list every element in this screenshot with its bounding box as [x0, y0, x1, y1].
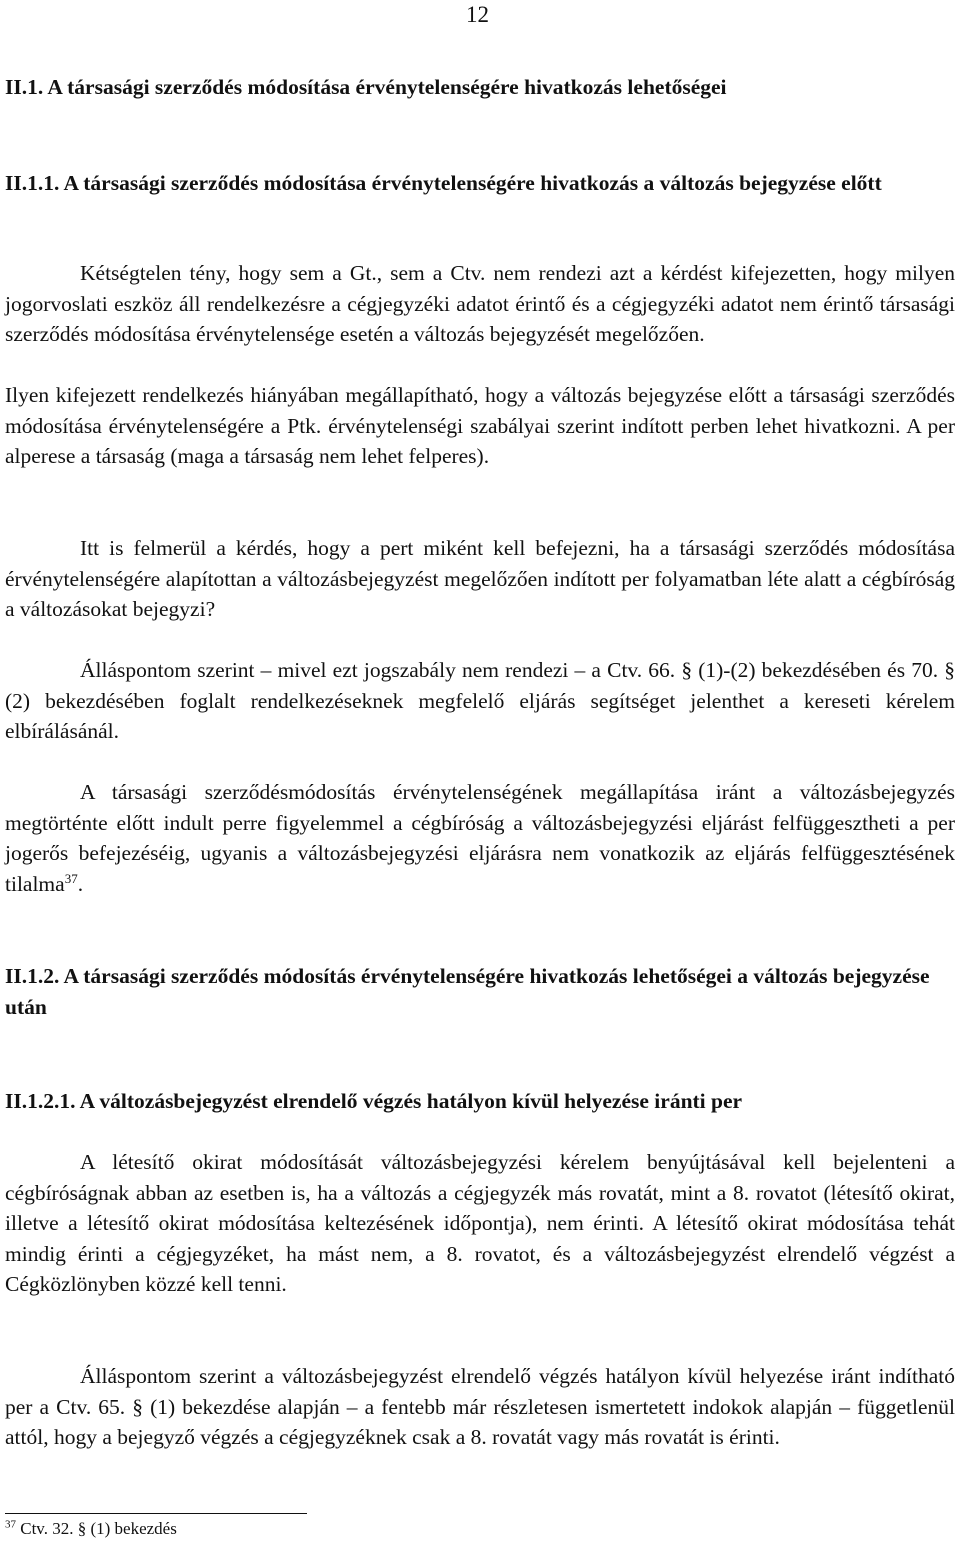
footnote: [5, 1518, 177, 1540]
paragraph-4: Álláspontom szerint – mivel ezt jogszabály nem rendezi – a Ctv. 66. § (1)-(2) bekezdésében és 70. § (2) bekezdésében foglalt rendelkezéseknek megfelelő eljárás segítséget jelenthet a kereseti kérelem elbírálásánál.: [5, 658, 955, 743]
paragraph-7: Álláspontom szerint a változásbejegyzést elrendelő végzés hatályon kívül helyezése iránt indítható per a Ctv. 65. § (1) bekezdése alapján – a fentebb már részletesen ismertetett indokok alapján – függetlenül attól, hogy a bejegyző végzés a cégjegyzéknek csak a 8. rovatát vagy más rovatát is érinti.: [5, 1364, 955, 1449]
footnote-separator: [5, 1513, 307, 1514]
paragraph-3: Itt is felmerül a kérdés, hogy a pert miként kell befejezni, ha a társasági szerződés módosítása érvénytelenségére alapítottan a változásbejegyzést megelőzően indított per folyamatban léte alatt a cégbíróság a változásokat bejegyzi?: [5, 536, 955, 621]
heading-section-ii-1-2: II.1.2. A társasági szerződés módosítás érvénytelenségére hivatkozás lehetőségei a változás bejegyzése után: [5, 964, 930, 1019]
paragraph-5: [5, 777, 955, 899]
heading-section-ii-1-1: II.1.1. A társasági szerződés módosítása érvénytelenségére hivatkozás a változás bejegyzése előtt: [5, 171, 882, 195]
paragraph-6: A létesítő okirat módosítását változásbejegyzési kérelem benyújtásával kell bejelenteni a cégbíróságnak abban az esetben is, ha a változás a cégjegyzék más rovatát, mint a 8. rovatot (létesítő okirat, illetve a létesítő okirat módosítása keltezésének időpontja), nem érinti. A létesítő okirat módosítása tehát mindig érinti a cégjegyzéket, ha mást nem, a 8. rovatot, és a változásbejegyzést elrendelő végzést a Cégközlönyben közzé kell tenni.: [5, 1150, 955, 1296]
footnote-text: Ctv. 32. § (1) bekezdés: [16, 1519, 177, 1538]
heading-section-ii-1: II.1. A társasági szerződés módosítása érvénytelenségére hivatkozás lehetőségei: [5, 75, 727, 99]
paragraph-5-text: A társasági szerződésmódosítás érvénytelenségének megállapítása iránt a változásbejegyzés megtörténte előtt indult perre figyelemmel a cégbíróság a változásbejegyzési eljárást felfüggesztheti a per jogerős befejezéséig, ugyanis a változásbejegyzési eljárásra nem vonatkozik az eljárás felfüggesztésének tilalma: [5, 780, 955, 896]
page-number: 12: [466, 2, 489, 27]
paragraph-2: Ilyen kifejezett rendelkezés hiányában megállapítható, hogy a változás bejegyzése előtt a társasági szerződés módosítása érvénytelenségére a Ptk. érvénytelenségi szabályai szerint indított perben lehet hivatkozni. A per alperese a társaság (maga a társaság nem lehet felperes).: [5, 383, 955, 468]
paragraph-1: Kétségtelen tény, hogy sem a Gt., sem a Ctv. nem rendezi azt a kérdést kifejezetten, hogy milyen jogorvoslati eszköz áll rendelkezésre a cégjegyzéki adatot érintő és a cégjegyzéki adatot nem érintő társasági szerződés módosítása érvénytelensége esetén a változás bejegyzését megelőzően.: [5, 261, 955, 346]
paragraph-5-end: .: [77, 871, 84, 896]
footnote-reference[interactable]: 37: [64, 870, 78, 886]
footnote-number: 37: [5, 1518, 16, 1531]
heading-section-ii-1-2-1: II.1.2.1. A változásbejegyzést elrendelő végzés hatályon kívül helyezése iránti per: [5, 1089, 743, 1113]
